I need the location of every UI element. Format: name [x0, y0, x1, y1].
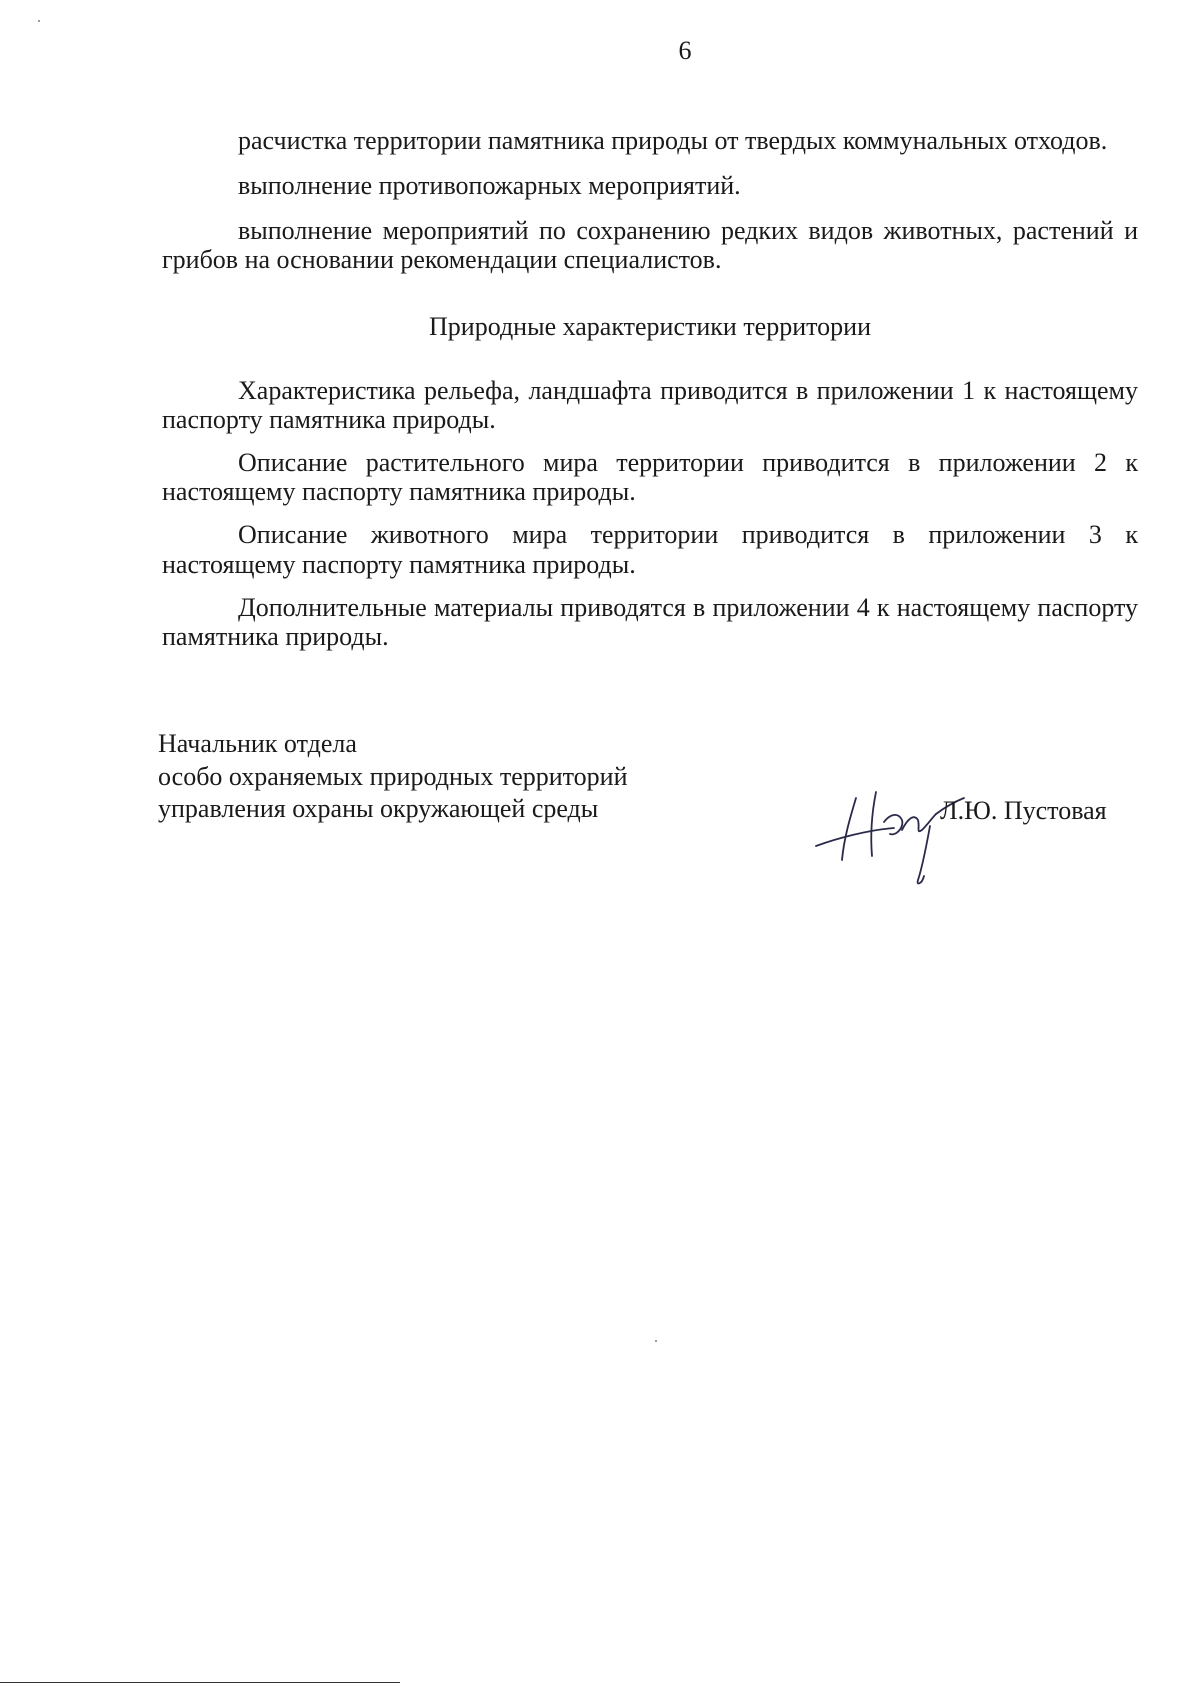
signatory-title-line: управления охраны окружающей среды [158, 794, 599, 823]
measure-item: выполнение мероприятий по сохранению редких видов животных, растений и грибов на основании рекомендации специалистов. [162, 216, 1138, 275]
signature-block [158, 728, 1158, 888]
measure-item: выполнение противопожарных мероприятий. [238, 171, 741, 201]
signatory-name: Л.Ю. Пустовая [940, 796, 1107, 825]
characteristics-paragraph: Характеристика рельефа, ландшафта приводится в приложении 1 к настоящему паспорту памятника природы. [162, 376, 1138, 435]
characteristics-paragraph: Описание животного мира территории приводится в приложении 3 к настоящему паспорту памятника природы. [162, 520, 1138, 579]
signatory-title-line: особо охраняемых природных территорий [158, 761, 628, 791]
characteristics-section [162, 376, 1138, 665]
scan-speck [38, 20, 40, 22]
signatory-title-line: Начальник отдела [158, 729, 357, 758]
handwritten-signature [798, 768, 998, 888]
characteristics-paragraph: Описание растительного мира территории приводится в приложении 2 к настоящему паспорту памятника природы. [162, 448, 1138, 507]
scan-edge-line [0, 1682, 400, 1683]
characteristics-paragraph: Дополнительные материалы приводятся в приложении 4 к настоящему паспорту памятника природы. [162, 592, 1138, 651]
page-number: 6 [678, 36, 692, 65]
section-heading: Природные характеристики территории [429, 312, 871, 341]
measures-list [162, 126, 1138, 290]
scan-speck [655, 1340, 657, 1342]
measure-item: расчистка территории памятника природы от твердых коммунальных отходов. [238, 126, 1108, 155]
